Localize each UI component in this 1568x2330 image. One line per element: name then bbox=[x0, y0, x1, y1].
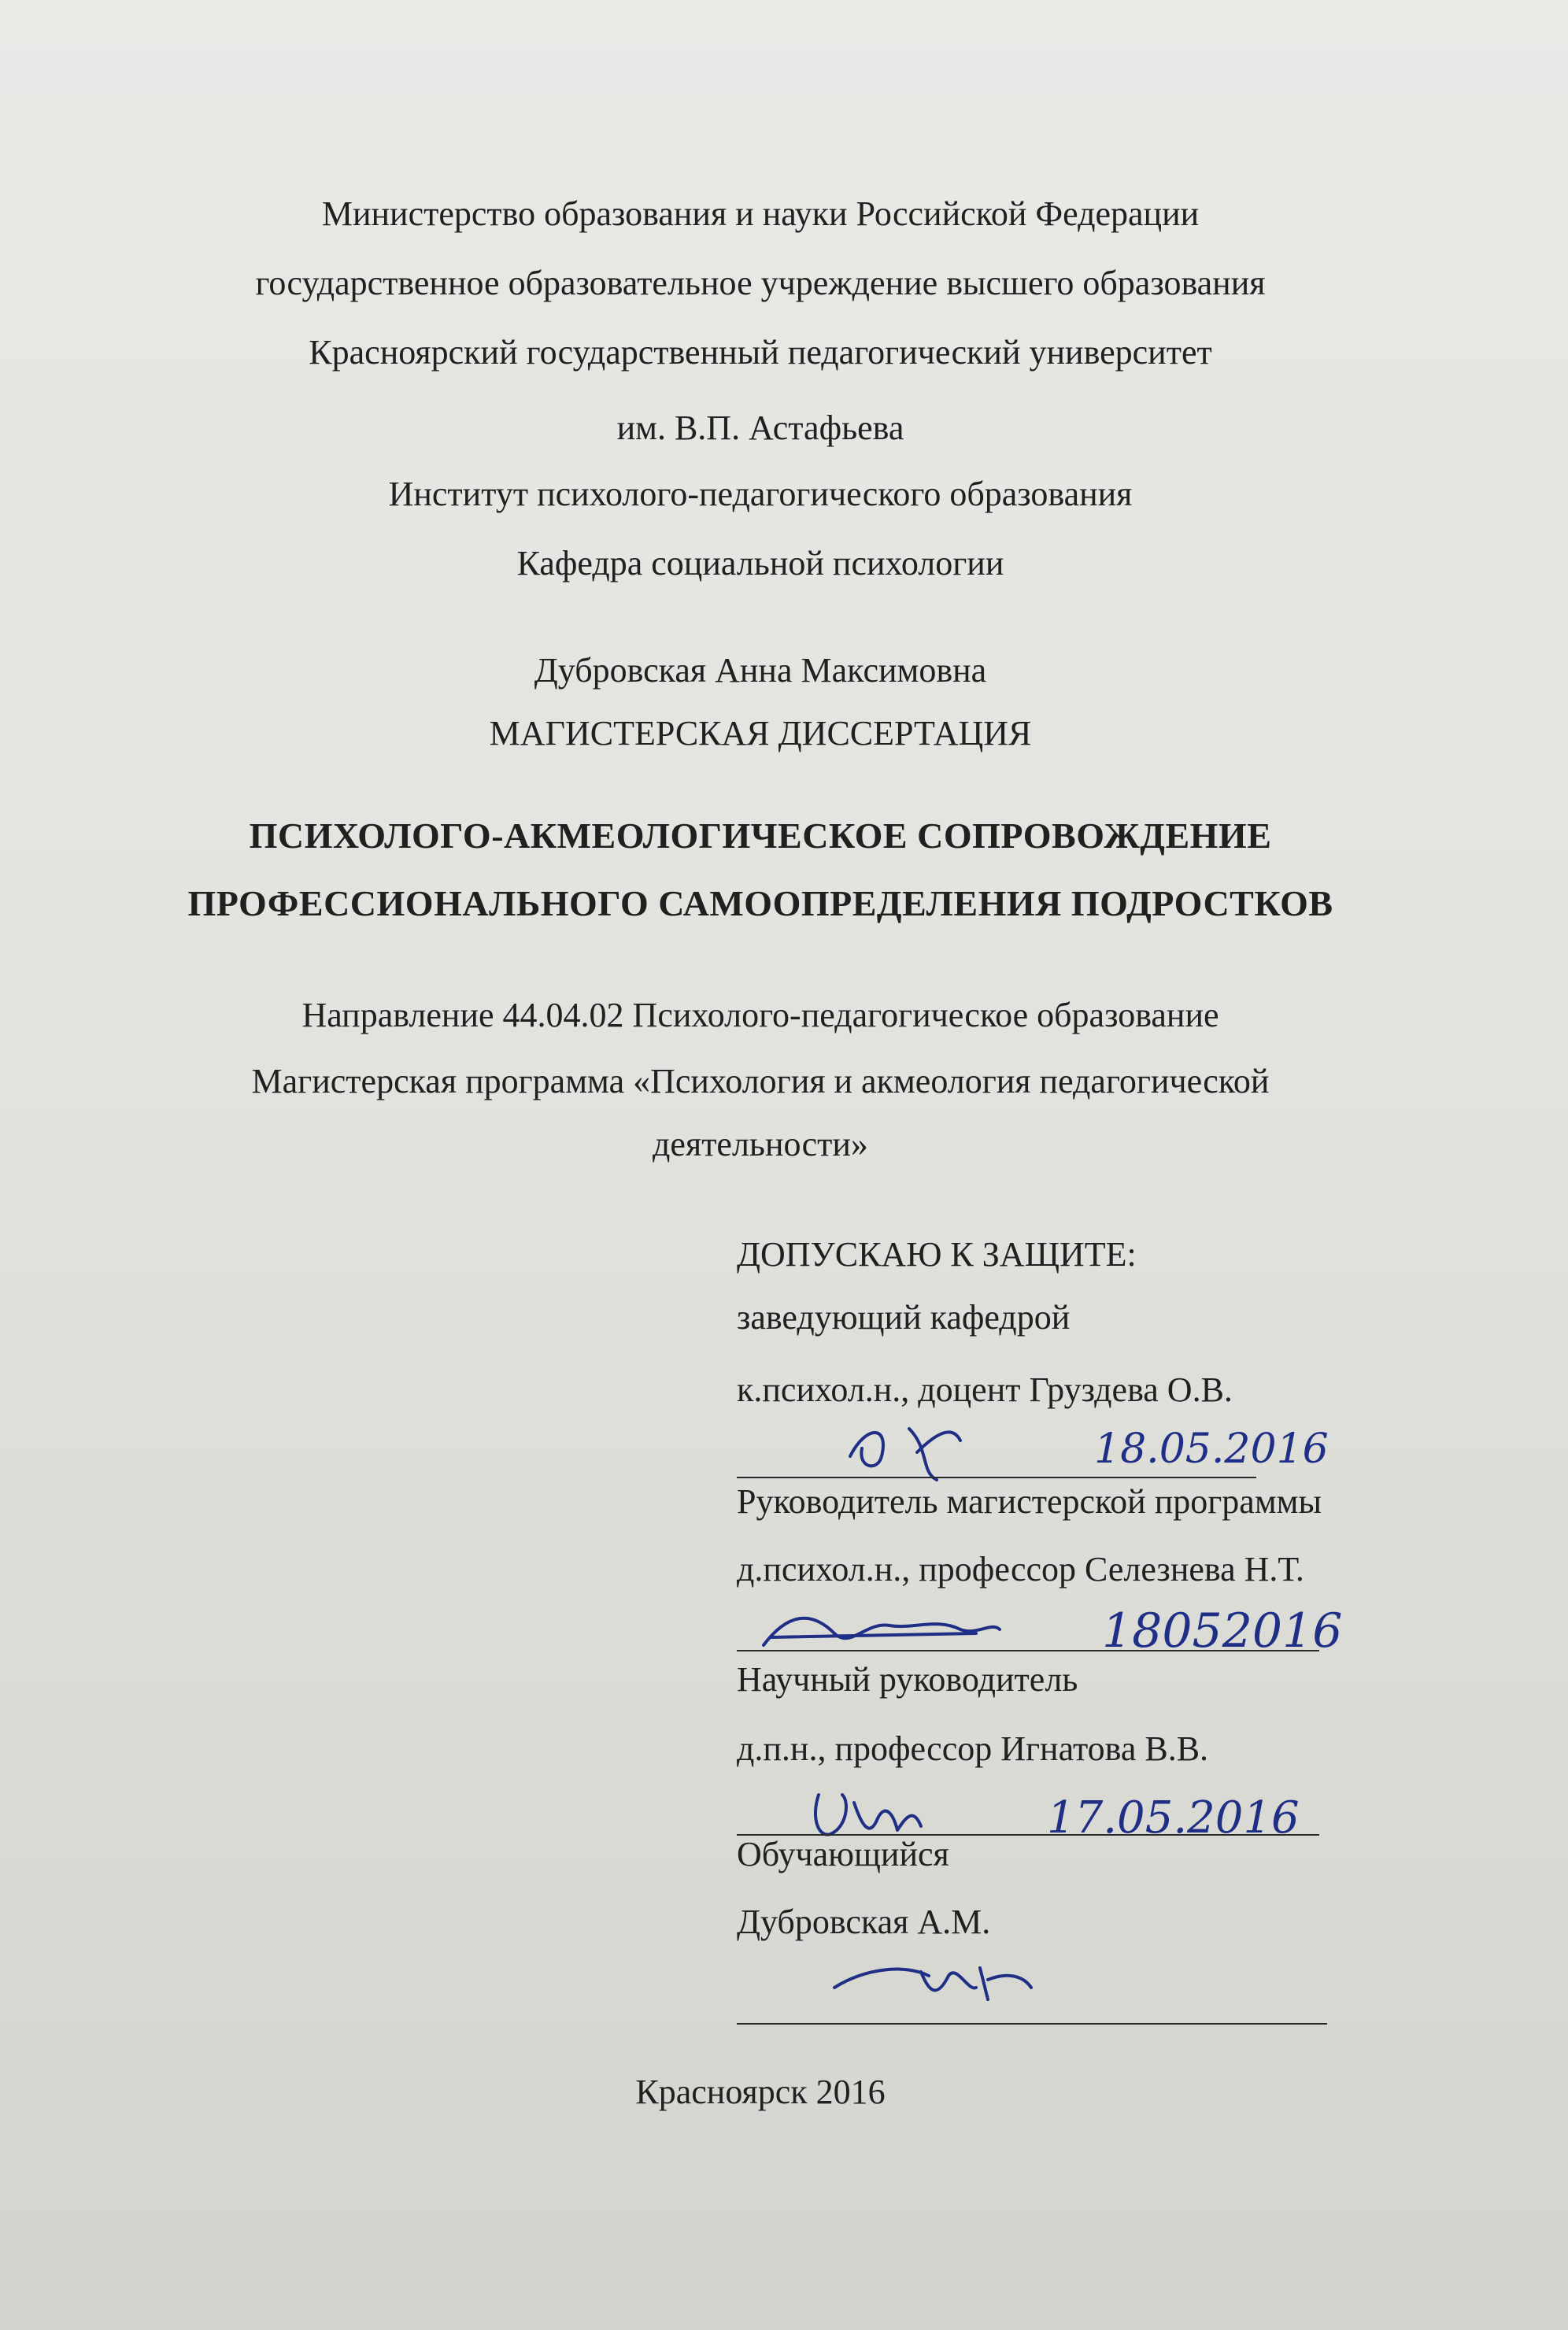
supervisor-signature-stroke bbox=[815, 1795, 921, 1835]
student-signature-stroke bbox=[834, 1968, 1031, 1999]
program-head-role: Руководитель магистерской программы bbox=[737, 1482, 1322, 1521]
head-signature-date: 18.05.2016 bbox=[1094, 1426, 1329, 1473]
university-line: Красноярский государственный педагогический университет bbox=[309, 333, 1212, 372]
head-role: заведующий кафедрой bbox=[737, 1298, 1071, 1337]
supervisor-signature-date: 17.05.2016 bbox=[1047, 1792, 1300, 1844]
named-after-line: им. В.П. Астафьева bbox=[616, 409, 904, 447]
program-head-signature bbox=[740, 1590, 1417, 1669]
direction-line: Направление 44.04.02 Психолого-педагогическое образование bbox=[301, 996, 1219, 1034]
institute-line: Институт психолого-педагогического образования bbox=[388, 475, 1133, 513]
institution-type-line: государственное образовательное учреждение высшего образования bbox=[255, 264, 1266, 302]
head-person: к.психол.н., доцент Груздева О.В. bbox=[737, 1370, 1233, 1409]
ministry-line: Министерство образования и науки Российской Федерации bbox=[321, 194, 1200, 233]
head-signature-line bbox=[737, 1477, 1256, 1478]
supervisor-person: д.п.н., профессор Игнатова В.В. bbox=[737, 1729, 1209, 1768]
program-line-2: деятельности» bbox=[653, 1125, 868, 1163]
student-person: Дубровская А.М. bbox=[737, 1903, 991, 1941]
author-name: Дубровская Анна Максимовна bbox=[534, 651, 987, 690]
student-signature bbox=[819, 1944, 1133, 2015]
program-head-signature-underline bbox=[771, 1633, 976, 1637]
work-type: МАГИСТЕРСКАЯ ДИССЕРТАЦИЯ bbox=[489, 714, 1032, 753]
head-signature bbox=[834, 1401, 1385, 1488]
supervisor-role: Научный руководитель bbox=[737, 1660, 1078, 1699]
head-signature-initial-stroke bbox=[850, 1433, 883, 1466]
head-signature-stroke bbox=[909, 1429, 960, 1480]
program-line-1: Магистерская программа «Психология и акмеология педагогической bbox=[251, 1062, 1270, 1100]
program-head-signature-date: 18052016 bbox=[1102, 1603, 1343, 1659]
city-year: Красноярск 2016 bbox=[635, 2073, 886, 2111]
approval-heading: ДОПУСКАЮ К ЗАЩИТЕ: bbox=[737, 1235, 1137, 1274]
thesis-title-line-1: ПСИХОЛОГО-АКМЕОЛОГИЧЕСКОЕ СОПРОВОЖДЕНИЕ bbox=[249, 816, 1272, 856]
department-line: Кафедра социальной психологии bbox=[516, 544, 1004, 582]
thesis-title-line-2: ПРОФЕССИОНАЛЬНОГО САМООПРЕДЕЛЕНИЯ ПОДРОСТКОВ bbox=[187, 883, 1333, 923]
program-head-person: д.психол.н., профессор Селезнева Н.Т. bbox=[737, 1550, 1304, 1588]
student-role: Обучающийся bbox=[737, 1835, 949, 1873]
program-head-signature-stroke bbox=[764, 1618, 1000, 1645]
program-head-signature-line bbox=[737, 1650, 1319, 1651]
student-signature-line bbox=[737, 2023, 1327, 2025]
